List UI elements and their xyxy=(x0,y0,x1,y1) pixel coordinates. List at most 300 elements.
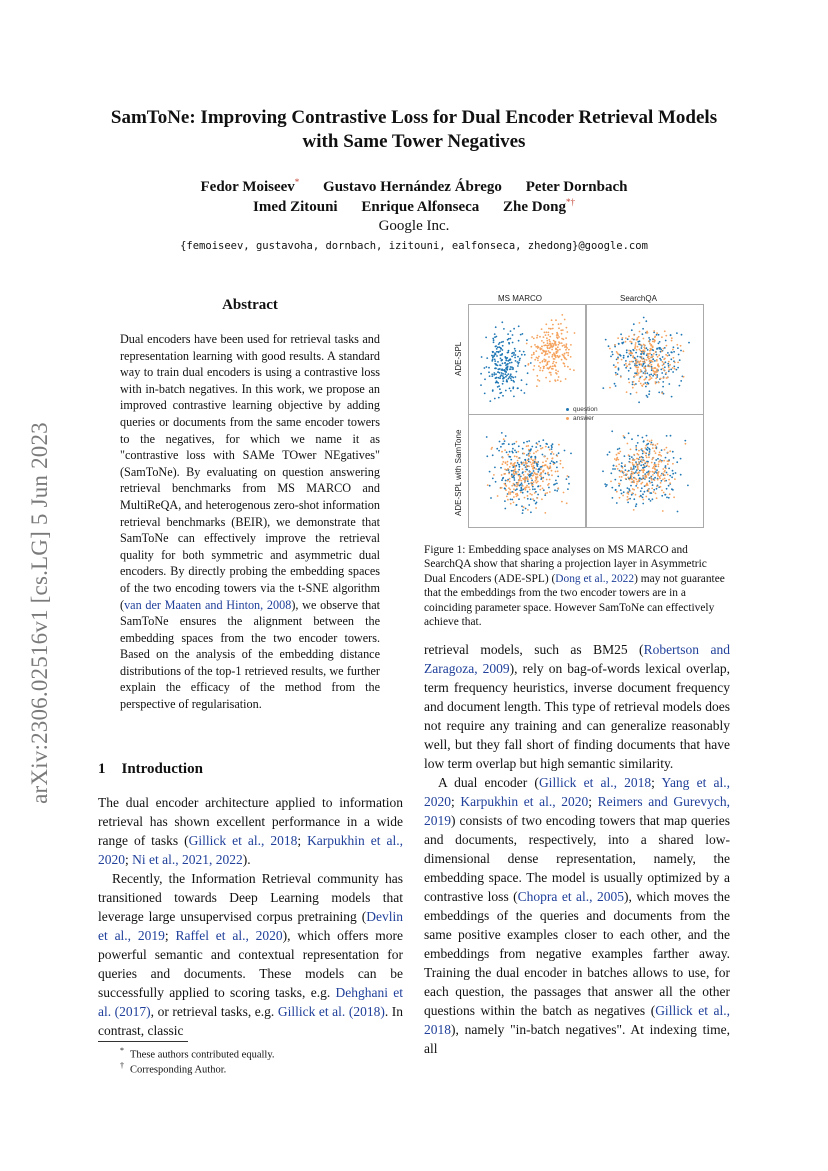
scatter-point xyxy=(521,482,523,484)
scatter-point xyxy=(499,377,501,379)
scatter-point xyxy=(621,339,623,341)
scatter-point xyxy=(561,342,563,344)
scatter-point xyxy=(546,479,548,481)
scatter-point xyxy=(622,337,624,339)
scatter-point xyxy=(657,458,659,460)
scatter-point xyxy=(612,354,614,356)
scatter-point xyxy=(518,464,520,466)
scatter-point xyxy=(539,380,541,382)
author-name: Gustavo Hernández Ábrego xyxy=(323,179,502,195)
scatter-point xyxy=(672,371,674,373)
scatter-point xyxy=(627,338,629,340)
scatter-point xyxy=(515,451,517,453)
scatter-point xyxy=(625,360,627,362)
scatter-point xyxy=(522,333,524,335)
scatter-point xyxy=(674,362,676,364)
scatter-point xyxy=(630,467,632,469)
scatter-point xyxy=(549,479,551,481)
scatter-point xyxy=(634,459,636,461)
scatter-point xyxy=(611,430,613,432)
citation-link[interactable]: Ni et al., 2021, 2022 xyxy=(132,852,243,867)
scatter-point xyxy=(551,470,553,472)
scatter-point xyxy=(548,356,550,358)
scatter-point xyxy=(538,365,540,367)
affiliation: Google Inc. xyxy=(378,218,450,234)
scatter-point xyxy=(553,358,555,360)
scatter-point xyxy=(635,352,637,354)
footnote: † Corresponding Author. xyxy=(120,1061,227,1076)
scatter-point xyxy=(537,471,539,473)
scatter-point xyxy=(635,342,637,344)
citation-link[interactable]: Karpukhin et al., 2020 xyxy=(460,794,589,809)
scatter-point xyxy=(540,485,542,487)
scatter-point xyxy=(635,466,637,468)
scatter-point xyxy=(618,483,620,485)
scatter-point xyxy=(538,468,540,470)
scatter-point xyxy=(506,375,508,377)
scatter-point xyxy=(551,460,553,462)
scatter-point xyxy=(645,496,647,498)
scatter-point xyxy=(642,478,644,480)
scatter-point xyxy=(668,383,670,385)
scatter-point xyxy=(649,480,651,482)
scatter-point xyxy=(508,493,510,495)
scatter-point xyxy=(655,378,657,380)
citation-link[interactable]: Karpukhin et al., 2020 xyxy=(98,833,403,867)
scatter-point xyxy=(627,496,629,498)
scatter-point xyxy=(680,350,682,352)
citation-link[interactable]: Chopra et al., 2005 xyxy=(517,889,625,904)
scatter-point xyxy=(676,369,678,371)
scatter-point xyxy=(683,376,685,378)
scatter-point xyxy=(553,453,555,455)
scatter-point xyxy=(508,443,510,445)
scatter-point xyxy=(516,361,518,363)
scatter-point xyxy=(604,483,606,485)
scatter-point xyxy=(548,328,550,330)
author-line-2 xyxy=(60,197,768,216)
scatter-point xyxy=(537,335,539,337)
scatter-point xyxy=(519,358,521,360)
arxiv-sidebar xyxy=(20,378,60,848)
scatter-point xyxy=(561,338,563,340)
scatter-point xyxy=(634,375,636,377)
scatter-point xyxy=(541,346,543,348)
scatter-point xyxy=(526,485,528,487)
scatter-point xyxy=(635,485,637,487)
scatter-point xyxy=(648,448,650,450)
scatter-point xyxy=(641,461,643,463)
scatter-point xyxy=(536,357,538,359)
scatter-point xyxy=(666,377,668,379)
scatter-point xyxy=(666,435,668,437)
scatter-point xyxy=(648,456,650,458)
scatter-point xyxy=(506,451,508,453)
scatter-point xyxy=(510,459,512,461)
scatter-point xyxy=(510,499,512,501)
scatter-point xyxy=(652,484,654,486)
scatter-point xyxy=(499,441,501,443)
scatter-point xyxy=(545,446,547,448)
scatter-point xyxy=(526,343,528,345)
scatter-point xyxy=(546,443,548,445)
author-name: Enrique Alfonseca xyxy=(361,199,480,215)
scatter-point xyxy=(628,454,630,456)
scatter-point xyxy=(674,478,676,480)
scatter-point xyxy=(535,350,537,352)
scatter-point xyxy=(540,445,542,447)
scatter-point xyxy=(551,451,553,453)
scatter-point xyxy=(637,473,639,475)
scatter-point xyxy=(511,362,513,364)
scatter-point xyxy=(632,488,634,490)
scatter-point xyxy=(556,461,558,463)
scatter-point xyxy=(514,455,516,457)
scatter-point xyxy=(645,452,647,454)
scatter-point xyxy=(625,478,627,480)
scatter-point xyxy=(661,480,663,482)
scatter-point xyxy=(639,331,641,333)
scatter-point xyxy=(488,371,490,373)
scatter-point xyxy=(665,335,667,337)
scatter-point xyxy=(639,496,641,498)
scatter-point xyxy=(636,349,638,351)
scatter-point xyxy=(664,366,666,368)
scatter-point xyxy=(664,474,666,476)
scatter-point xyxy=(645,462,647,464)
scatter-point xyxy=(664,449,666,451)
scatter-point xyxy=(621,462,623,464)
scatter-point xyxy=(480,384,482,386)
scatter-point xyxy=(631,471,633,473)
scatter-point xyxy=(641,356,643,358)
citation-link[interactable]: Yang et al., 2020 xyxy=(424,775,730,809)
scatter-point xyxy=(651,364,653,366)
scatter-point xyxy=(640,464,642,466)
scatter-point xyxy=(510,390,512,392)
scatter-point xyxy=(557,346,559,348)
scatter-point xyxy=(653,466,655,468)
scatter-point xyxy=(517,365,519,367)
scatter-point xyxy=(567,354,569,356)
scatter-point xyxy=(635,494,637,496)
scatter-point xyxy=(516,495,518,497)
scatter-point xyxy=(545,493,547,495)
scatter-point xyxy=(644,359,646,361)
scatter-point xyxy=(510,503,512,505)
scatter-point xyxy=(624,464,626,466)
author-emails: {femoiseev, gustavoha, dornbach, izitouni, ealfonseca, zhedong}@google.com xyxy=(180,240,648,252)
scatter-point xyxy=(655,447,657,449)
scatter-point xyxy=(620,333,622,335)
scatter-point xyxy=(655,493,657,495)
scatter-point xyxy=(523,351,525,353)
scatter-point xyxy=(677,347,679,349)
scatter-point xyxy=(513,352,515,354)
scatter-point xyxy=(643,379,645,381)
scatter-point xyxy=(547,473,549,475)
scatter-point xyxy=(648,358,650,360)
scatter-point xyxy=(547,342,549,344)
scatter-point xyxy=(650,477,652,479)
scatter-point xyxy=(665,372,667,374)
scatter-point xyxy=(616,502,618,504)
citation-link[interactable]: Dehghani et al. (2017) xyxy=(98,985,403,1019)
scatter-point xyxy=(514,466,516,468)
scatter-point xyxy=(638,461,640,463)
scatter-point xyxy=(665,494,667,496)
citation-link[interactable]: Reimers and Gurevych, 2019 xyxy=(424,794,730,828)
scatter-point xyxy=(531,464,533,466)
scatter-point xyxy=(651,479,653,481)
scatter-point xyxy=(537,360,539,362)
scatter-point xyxy=(655,381,657,383)
scatter-point xyxy=(660,482,662,484)
scatter-point xyxy=(607,454,609,456)
scatter-point xyxy=(662,479,664,481)
scatter-point xyxy=(504,500,506,502)
scatter-point xyxy=(517,471,519,473)
scatter-point xyxy=(680,458,682,460)
scatter-point xyxy=(628,493,630,495)
scatter-point xyxy=(531,357,533,359)
scatter-point xyxy=(560,463,562,465)
scatter-point xyxy=(529,471,531,473)
scatter-point xyxy=(521,354,523,356)
scatter-point xyxy=(640,360,642,362)
citation-link[interactable]: Gillick et al., 2018 xyxy=(538,775,652,790)
scatter-point xyxy=(648,491,650,493)
scatter-point xyxy=(515,376,517,378)
scatter-point xyxy=(532,463,534,465)
scatter-point xyxy=(566,331,568,333)
scatter-point xyxy=(501,353,503,355)
scatter-point xyxy=(507,363,509,365)
scatter-point xyxy=(556,352,558,354)
scatter-point xyxy=(540,472,542,474)
scatter-point xyxy=(505,480,507,482)
scatter-point xyxy=(679,359,681,361)
scatter-point xyxy=(541,328,543,330)
citation-link[interactable]: van der Maaten and Hinton, 2008 xyxy=(124,597,292,612)
scatter-point xyxy=(649,451,651,453)
scatter-point xyxy=(519,477,521,479)
scatter-point xyxy=(531,494,533,496)
citation-link[interactable]: Gillick et al., 2018 xyxy=(424,1003,730,1037)
scatter-point xyxy=(533,452,535,454)
scatter-point xyxy=(548,332,550,334)
scatter-point xyxy=(652,349,654,351)
scatter-point xyxy=(486,436,488,438)
scatter-point xyxy=(522,512,524,514)
scatter-point xyxy=(519,350,521,352)
scatter-point xyxy=(542,462,544,464)
question-marker-icon xyxy=(566,408,569,411)
scatter-point xyxy=(509,456,511,458)
scatter-point xyxy=(626,352,628,354)
scatter-point xyxy=(615,489,617,491)
scatter-point xyxy=(489,375,491,377)
scatter-point xyxy=(505,489,507,491)
scatter-point xyxy=(625,337,627,339)
scatter-point xyxy=(501,359,503,361)
citation-link[interactable]: Dong et al., 2022 xyxy=(555,572,635,585)
scatter-point xyxy=(511,485,513,487)
scatter-point xyxy=(495,377,497,379)
scatter-point xyxy=(665,468,667,470)
scatter-point xyxy=(634,477,636,479)
scatter-point xyxy=(619,497,621,499)
scatter-point xyxy=(621,493,623,495)
scatter-point xyxy=(555,362,557,364)
tsne-panel-msmarco-adespl xyxy=(468,304,586,418)
scatter-point xyxy=(486,357,488,359)
citation-link[interactable]: Raffel et al., 2020 xyxy=(175,928,283,943)
scatter-point xyxy=(500,374,502,376)
scatter-point xyxy=(670,358,672,360)
scatter-point xyxy=(614,383,616,385)
scatter-point xyxy=(652,361,654,363)
scatter-point xyxy=(654,371,656,373)
scatter-point xyxy=(637,442,639,444)
scatter-point xyxy=(513,492,515,494)
scatter-point xyxy=(672,349,674,351)
scatter-point xyxy=(504,469,506,471)
scatter-point xyxy=(502,380,504,382)
footnote-rule xyxy=(98,1041,188,1042)
scatter-point xyxy=(549,465,551,467)
scatter-point xyxy=(523,506,525,508)
scatter-point xyxy=(547,353,549,355)
scatter-point xyxy=(509,451,511,453)
scatter-point xyxy=(557,379,559,381)
citation-link[interactable]: Robertson and Zaragoza, 2009 xyxy=(424,642,730,676)
figure-caption: Figure 1: Embedding space analyses on MS MARCO and SearchQA show that sharing a projection layer in Asymmetric Dual Encoders (ADE-SPL) (Dong et al., 2022) may not guarantee that the embeddings from the two encoder towers are in a coinciding parameter space. However SamToNe can effectively achieve that. xyxy=(424,544,725,629)
scatter-point xyxy=(526,339,528,341)
scatter-point xyxy=(636,464,638,466)
scatter-point xyxy=(656,348,658,350)
citation-link[interactable]: Gillick et al., 2018 xyxy=(188,833,298,848)
scatter-point xyxy=(649,378,651,380)
scatter-point xyxy=(631,338,633,340)
scatter-point xyxy=(535,468,537,470)
scatter-point xyxy=(668,460,670,462)
scatter-point xyxy=(512,466,514,468)
scatter-point xyxy=(649,390,651,392)
scatter-point xyxy=(648,340,650,342)
scatter-point xyxy=(530,448,532,450)
scatter-point xyxy=(673,357,675,359)
scatter-point xyxy=(640,383,642,385)
scatter-point xyxy=(551,368,553,370)
scatter-point xyxy=(546,345,548,347)
scatter-point xyxy=(635,447,637,449)
scatter-point xyxy=(649,376,651,378)
abstract-body: Dual encoders have been used for retrieval tasks and representation learning with good results. A standard way to train dual encoders is using a contrastive loss with in-batch negatives. In this work, we propose an improved contrastive learning objective by adding queries or documents from the same encoder towers to the negatives, for which we name it as "contrastive loss with SAMe TOwer NEgatives" (SamToNe). By evaluating on question answering retrieval benchmarks from MS MARCO and MultiReQA, and heterogenous zero-shot information retrieval benchmarks (BEIR), we demonstrate that SamToNe can effectively improve the retrieval quality for both symmetric and asymmetric dual encoders. By directly probing the embedding spaces of the two encoding towers via the t-SNE algorithm (van der Maaten and Hinton, 2008), we observe that SamToNe ensures the alignment between the embedding spaces from the two encoder towers. Based on the analysis of the embedding distance distributions of the top-1 retrieved results, we further explain the efficacy of the method from the perspective of regularisation. xyxy=(120,332,381,712)
scatter-point xyxy=(611,487,613,489)
scatter-point xyxy=(637,467,639,469)
scatter-point xyxy=(677,367,679,369)
scatter-point xyxy=(650,348,652,350)
scatter-point xyxy=(497,386,499,388)
scatter-point xyxy=(549,491,551,493)
scatter-point xyxy=(543,351,545,353)
scatter-point xyxy=(548,468,550,470)
scatter-point xyxy=(558,376,560,378)
scatter-point xyxy=(489,400,491,402)
scatter-point xyxy=(502,377,504,379)
scatter-point xyxy=(564,319,566,321)
scatter-point xyxy=(549,341,551,343)
scatter-point xyxy=(507,461,509,463)
scatter-point xyxy=(532,488,534,490)
scatter-point xyxy=(611,351,613,353)
scatter-point xyxy=(662,468,664,470)
scatter-point xyxy=(662,356,664,358)
scatter-point xyxy=(553,361,555,363)
scatter-point xyxy=(658,454,660,456)
scatter-point xyxy=(641,376,643,378)
scatter-point xyxy=(508,491,510,493)
scatter-point xyxy=(494,333,496,335)
citation-link[interactable]: Devlin et al., 2019 xyxy=(98,909,403,943)
scatter-point xyxy=(533,470,535,472)
scatter-point xyxy=(504,362,506,364)
scatter-point xyxy=(502,395,504,397)
scatter-point xyxy=(504,508,506,510)
scatter-point xyxy=(528,486,530,488)
scatter-point xyxy=(509,388,511,390)
scatter-point xyxy=(634,372,636,374)
scatter-point xyxy=(511,499,513,501)
scatter-point xyxy=(620,480,622,482)
scatter-point xyxy=(672,489,674,491)
scatter-point xyxy=(671,337,673,339)
scatter-point xyxy=(527,498,529,500)
citation-link[interactable]: Gillick et al. (2018) xyxy=(277,1004,385,1019)
scatter-point xyxy=(531,446,533,448)
scatter-point xyxy=(612,497,614,499)
scatter-point xyxy=(633,350,635,352)
scatter-point xyxy=(647,449,649,451)
scatter-point xyxy=(524,354,526,356)
scatter-point xyxy=(503,328,505,330)
scatter-point xyxy=(649,350,651,352)
scatter-point xyxy=(520,487,522,489)
scatter-point xyxy=(527,495,529,497)
scatter-point xyxy=(561,359,563,361)
scatter-point xyxy=(668,361,670,363)
scatter-point xyxy=(551,474,553,476)
scatter-point xyxy=(567,352,569,354)
scatter-point xyxy=(511,475,513,477)
scatter-point xyxy=(493,374,495,376)
scatter-point xyxy=(675,472,677,474)
scatter-point xyxy=(513,354,515,356)
scatter-point xyxy=(649,343,651,345)
scatter-point xyxy=(502,477,504,479)
scatter-point xyxy=(523,442,525,444)
scatter-point xyxy=(644,350,646,352)
scatter-point xyxy=(622,467,624,469)
scatter-point xyxy=(493,339,495,341)
scatter-point xyxy=(524,482,526,484)
scatter-point xyxy=(636,483,638,485)
scatter-point xyxy=(566,343,568,345)
scatter-point xyxy=(671,476,673,478)
scatter-point xyxy=(532,498,534,500)
scatter-point xyxy=(543,359,545,361)
